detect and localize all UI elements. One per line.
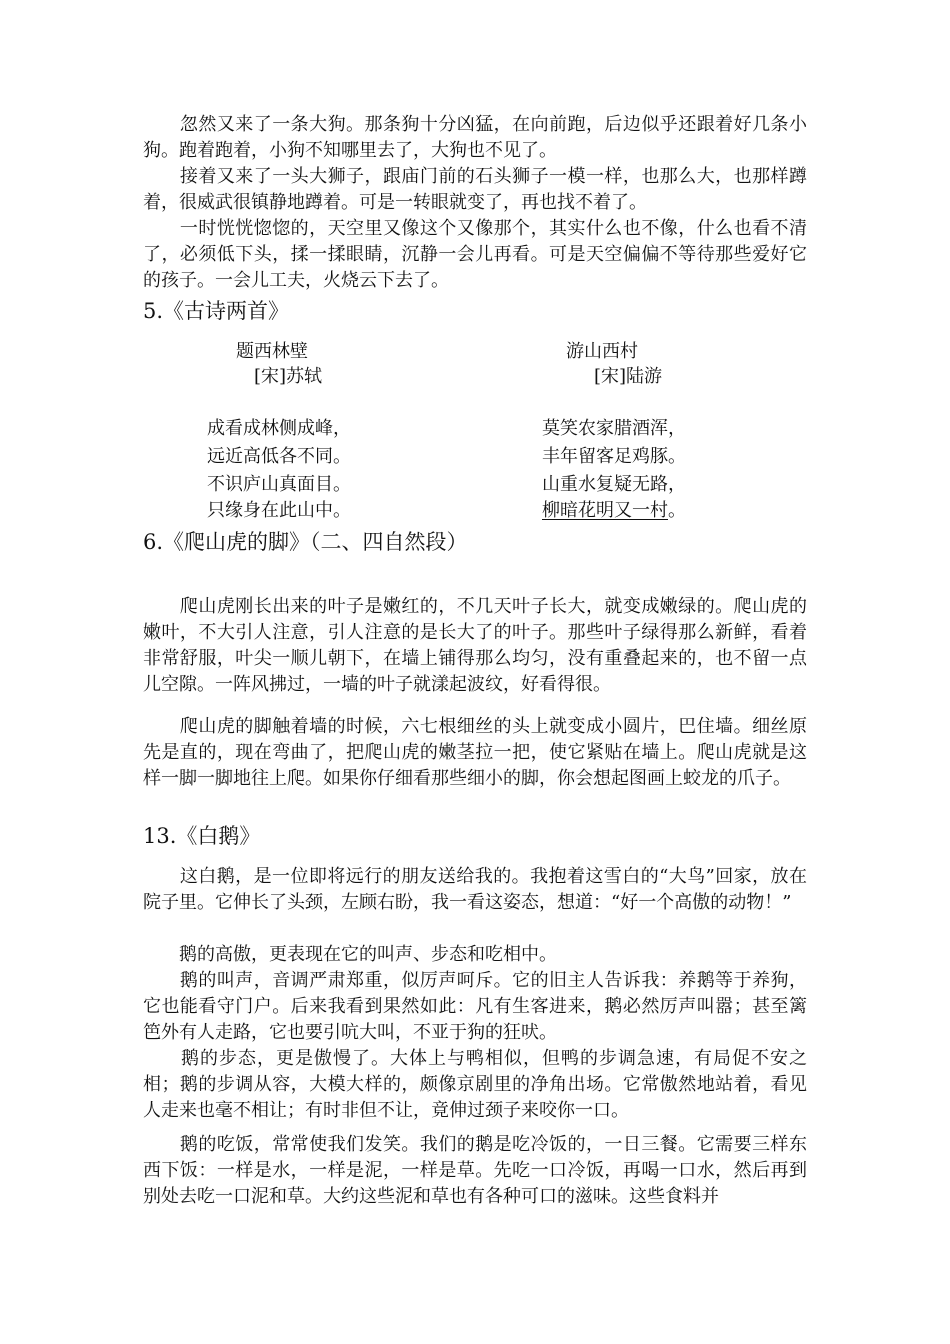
- heading-section-6: 6.《爬山虎的脚》（二、四自然段）: [143, 530, 468, 554]
- line-end-punctuation: 。: [668, 500, 686, 521]
- poem2-last-line: [542, 498, 686, 524]
- heading-section-13: 13.《白鹅》: [143, 824, 261, 848]
- paragraph-clouds-gone: 一时恍恍惚惚的，天空里又像这个又像那个，其实什么也不像，什么也看不清了，必须低下头，揉一揉眼睛，沉静一会儿再看。可是天空偏偏不等待那些爱好它的孩子。一会儿工夫，火烧云下去了。: [143, 218, 807, 291]
- paragraph-big-dog: 忽然又来了一条大狗。那条狗十分凶猛，在向前跑，后边似乎还跟着好几条小狗。跑着跑着，小狗不知哪里去了，大狗也不见了。: [143, 114, 807, 161]
- poem2-line: 山重水复疑无路，: [542, 474, 686, 495]
- paragraph-goose-eating: 鹅的吃饭，常常使我们发笑。我们的鹅是吃冷饭的，一日三餐。它需要三样东西下饭：一样是水，一样是泥，一样是草。先吃一口冷饭，再喝一口水，然后再到别处去吃一口泥和草。大约这些泥和草也有各种可口的滋味。这些食料并: [143, 1134, 807, 1207]
- poem2-title: 游山西村: [566, 341, 638, 362]
- paragraph-goose-gait: 鹅的步态，更是傲慢了。大体上与鸭相似，但鸭的步调急速，有局促不安之相；鹅的步调从容，大模大样的，颇像京剧里的净角出场。它常傲然地站着，看见人走来也毫不相让；有时非但不让，竟伸过颈子来咬你一口。: [143, 1048, 807, 1121]
- poem2-author: [宋]陆游: [594, 366, 663, 387]
- poem2-line: 丰年留客足鸡豚。: [542, 446, 686, 467]
- poem1-line: 只缘身在此山中。: [207, 500, 351, 521]
- paragraph-goose-gift: 这白鹅，是一位即将远行的朋友送给我的。我抱着这雪白的“大鸟”回家，放在院子里。它伸长了头颈，左顾右盼，我一看这姿态，想道：“好一个高傲的动物！”: [143, 866, 807, 913]
- poem1-author: [宋]苏轼: [254, 366, 323, 387]
- poem1-line: 不识庐山真面目。: [207, 474, 351, 495]
- heading-section-5: 5.《古诗两首》: [143, 299, 290, 323]
- underlined-text: 柳暗花明又一村: [542, 500, 668, 521]
- paragraph-ivy-leaves: 爬山虎刚长出来的叶子是嫩红的，不几天叶子长大，就变成嫩绿的。爬山虎的嫩叶，不大引人注意，引人注意的是长大了的叶子。那些叶子绿得那么新鲜，看着非常舒服，叶尖一顺儿朝下，在墙上铺得那么均匀，没有重叠起来的，也不留一点儿空隙。一阵风拂过，一墙的叶子就漾起波纹，好看得很。: [143, 596, 807, 695]
- paragraph-big-lion: 接着又来了一头大狮子，跟庙门前的石头狮子一模一样，也那么大，也那样蹲着，很威武很镇静地蹲着。可是一转眼就变了，再也找不着了。: [143, 166, 807, 213]
- poem1-title: 题西林壁: [236, 341, 308, 362]
- poem2-line: 莫笑农家腊酒浑，: [542, 418, 686, 439]
- poem1-line: 远近高低各不同。: [207, 446, 351, 467]
- paragraph-goose-voice: 鹅的叫声，音调严肃郑重，似厉声呵斥。它的旧主人告诉我：养鹅等于养狗，它也能看守门户。后来我看到果然如此：凡有生客进来，鹅必然厉声叫嚣；甚至篱笆外有人走路，它也要引吭大叫，不亚于狗的狂吠。: [143, 970, 807, 1043]
- paragraph-ivy-feet: 爬山虎的脚触着墙的时候，六七根细丝的头上就变成小圆片，巴住墙。细丝原先是直的，现在弯曲了，把爬山虎的嫩茎拉一把，使它紧贴在墙上。爬山虎就是这样一脚一脚地往上爬。如果你仔细看那些细小的脚，你会想起图画上蛟龙的爪子。: [143, 716, 807, 789]
- paragraph-goose-pride: 鹅的高傲，更表现在它的叫声、步态和吃相中。: [143, 944, 557, 965]
- poem1-line: 成看成林侧成峰，: [207, 418, 351, 439]
